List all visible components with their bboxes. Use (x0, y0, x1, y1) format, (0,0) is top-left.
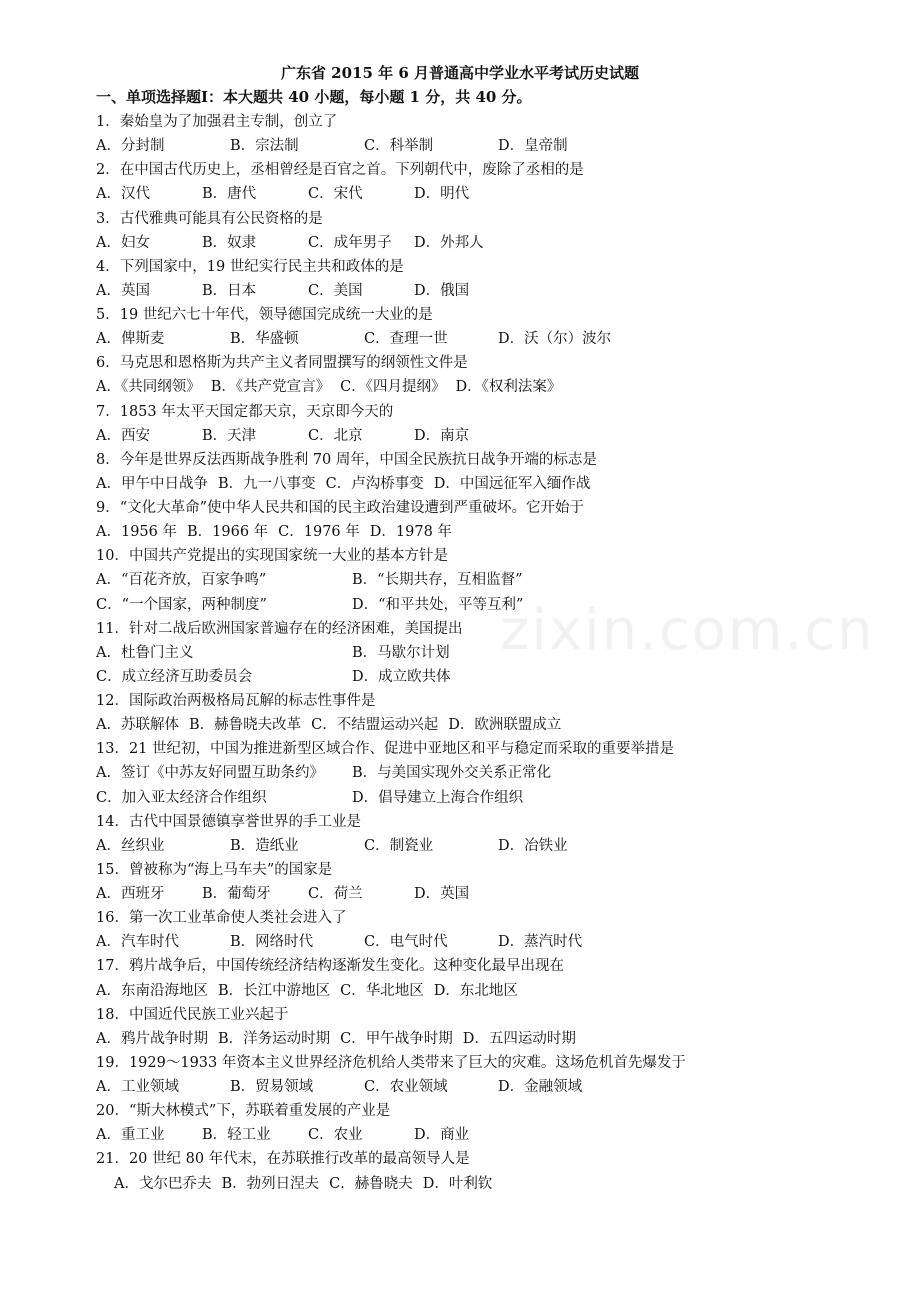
answer-option: D．成立欧共体 (352, 668, 451, 685)
exam-title: 广东省 2015 年 6 月普通高中学业水平考试历史试题 (280, 64, 640, 82)
question-stem: 15．曾被称为“海上马车夫”的国家是 (96, 861, 333, 878)
answer-option: A．“百花齐放，百家争鸣” (96, 572, 267, 589)
answer-option: D．蒸汽时代 (498, 934, 583, 951)
answer-option: D．英国 (414, 886, 470, 902)
answer-option: B．葡萄牙 (202, 886, 271, 902)
option-row (96, 882, 836, 906)
option-row (96, 279, 836, 303)
answer-option: D．外邦人 (414, 234, 484, 251)
answer-option: A．西班牙 (96, 886, 165, 902)
answer-option: A．1956 年 (96, 524, 177, 541)
answer-option: C．加入亚太经济合作组织 (96, 789, 267, 806)
answer-option: B．日本 (202, 282, 257, 299)
answer-option: A．汉代 (96, 186, 150, 203)
answer-option: D．金融领域 (498, 1079, 583, 1095)
option-row (96, 1172, 836, 1196)
answer-option: C．华北地区 (340, 982, 424, 999)
question-stem: 14．古代中国景德镇享誉世界的手工业是 (96, 813, 361, 830)
question-stem: 1．秦始皇为了加强君主专制，创立了 (96, 114, 338, 130)
answer-option: C．美国 (308, 282, 363, 299)
answer-option: D．中国远征军入缅作战 (433, 475, 591, 492)
answer-option: C．农业领域 (364, 1079, 448, 1095)
answer-option: C．查理一世 (364, 331, 448, 348)
answer-option: C．科举制 (364, 138, 434, 155)
answer-option: A．鸦片战争时期 (96, 1030, 208, 1047)
answer-option: C．荷兰 (308, 886, 363, 902)
option-row (96, 786, 836, 810)
question-stem: 4．下列国家中，19 世纪实行民主共和政体的是 (96, 258, 404, 275)
question-stem: 17．鸦片战争后，中国传统经济结构逐渐发生变化。这种变化最早出现在 (96, 958, 564, 975)
answer-option: A．杜鲁门主义 (96, 644, 194, 661)
answer-option: B．华盛顿 (230, 331, 299, 348)
answer-option: D．冶铁业 (498, 837, 568, 854)
section-heading: 一、单项选择题Ⅰ：本大题共 40 小题，每小题 1 分，共 40 分。 (96, 88, 532, 106)
question-stem: 21．20 世纪 80 年代末，在苏联推行改革的最高领导人是 (96, 1151, 470, 1168)
answer-option: A．分封制 (96, 138, 165, 155)
answer-option: C．“一个国家，两种制度” (96, 596, 267, 613)
answer-option: C．成立经济互助委员会 (96, 668, 253, 685)
answer-option: A．戈尔巴乔夫 (114, 1175, 212, 1192)
answer-option: C．电气时代 (364, 934, 448, 951)
answer-option: A．甲午中日战争 (96, 475, 208, 492)
answer-option: B．1966 年 (186, 524, 269, 541)
answer-option: D．1978 年 (369, 524, 452, 541)
question-stem: 8．今年是世界反法西斯战争胜利 70 周年，中国全民族抗日战争开端的标志是 (96, 451, 597, 468)
answer-option: C．北京 (308, 427, 363, 444)
answer-option: B．长江中游地区 (217, 982, 331, 999)
option-row (96, 1123, 836, 1147)
option-row (96, 761, 836, 785)
answer-option: B．天津 (202, 427, 257, 444)
option-row (96, 520, 836, 544)
option-row (96, 375, 836, 399)
answer-option: B．“长期共存，互相监督” (352, 572, 523, 589)
question-stem: 5．19 世纪六七十年代，领导德国完成统一大业的是 (96, 307, 433, 323)
answer-option: A．英国 (96, 282, 150, 299)
answer-option: A．汽车时代 (96, 934, 179, 951)
watermark-text: zixin.com.cn (500, 598, 875, 663)
answer-option: D．叶利钦 (422, 1175, 493, 1192)
answer-option: C．宋代 (308, 186, 363, 203)
answer-option: C．农业 (308, 1127, 363, 1144)
answer-option: A．重工业 (96, 1127, 165, 1144)
answer-option: B．宗法制 (230, 138, 299, 155)
question-stem: 18．中国近代民族工业兴起于 (96, 1006, 289, 1023)
question-stem: 3．古代雅典可能具有公民资格的是 (96, 210, 323, 227)
answer-option: A．妇女 (96, 234, 150, 251)
answer-option: A．工业领域 (96, 1079, 179, 1095)
answer-option: D．倡导建立上海合作组织 (352, 789, 524, 806)
option-row (96, 134, 836, 158)
question-stem: 19．1929～1933 年资本主义世界经济危机给人类带来了巨大的灾难。这场危机首先爆发于 (96, 1054, 686, 1071)
answer-option: B．唐代 (202, 186, 257, 203)
answer-option: A．东南沿海地区 (96, 982, 208, 999)
question-stem: 6．马克思和恩格斯为共产主义者同盟撰写的纲领性文件是 (96, 355, 468, 372)
option-row (96, 1075, 836, 1099)
answer-option: D．俄国 (414, 282, 470, 299)
answer-option: D．南京 (414, 427, 470, 444)
question-stem: 9．“文化大革命”使中华人民共和国的民主政治建设遭到严重破坏。它开始于 (96, 500, 585, 516)
question-stem: 11．针对二战后欧洲国家普遍存在的经济困难，美国提出 (96, 620, 463, 637)
answer-option: A．丝织业 (96, 837, 165, 854)
answer-option: A．签订《中苏友好同盟互助条约》 (96, 765, 324, 782)
question-stem: 2．在中国古代历史上，丞相曾经是百官之首。下列朝代中，废除了丞相的是 (96, 162, 584, 179)
answer-option: C．赫鲁晓夫 (329, 1175, 413, 1192)
question-stem: 12．国际政治两极格局瓦解的标志性事件是 (96, 693, 376, 709)
answer-option: A．《共同纲领》 (96, 379, 201, 396)
option-row (96, 327, 836, 351)
option-row (96, 930, 836, 954)
option-row (96, 182, 836, 206)
answer-option: D．“和平共处，平等互利” (352, 596, 524, 613)
answer-option: A．苏联解体 (96, 717, 179, 734)
answer-option: D．商业 (414, 1127, 470, 1144)
answer-option: B．造纸业 (230, 837, 299, 854)
answer-option: C．《四月提纲》 (340, 379, 446, 396)
answer-option: B．《共产党宣言》 (210, 379, 331, 396)
answer-option: B．九一八事变 (217, 475, 316, 492)
answer-option: C．制瓷业 (364, 837, 434, 854)
answer-option: B．贸易领域 (230, 1079, 314, 1095)
answer-option: D．明代 (414, 186, 470, 203)
option-row (96, 979, 836, 1003)
question-stem: 7．1853 年太平天国定都天京，天京即今天的 (96, 403, 394, 420)
answer-option: A．西安 (96, 427, 150, 444)
question-stem: 13．21 世纪初，中国为推进新型区域合作、促进中亚地区和平与稳定而采取的重要举措是 (96, 741, 675, 758)
answer-option: C．成年男子 (308, 234, 392, 251)
answer-option: C．卢沟桥事变 (325, 475, 424, 492)
option-row (96, 665, 836, 689)
answer-option: B．轻工业 (202, 1127, 271, 1144)
answer-option: B．奴隶 (202, 234, 257, 251)
option-row (96, 231, 836, 255)
answer-option: C．1976 年 (278, 524, 360, 541)
answer-option: B．马歇尔计划 (352, 644, 450, 661)
option-row (96, 834, 836, 858)
answer-option: C．甲午战争时期 (340, 1030, 453, 1047)
answer-option: D．五四运动时期 (462, 1030, 576, 1047)
answer-option: C．不结盟运动兴起 (311, 717, 439, 734)
answer-option: B．与美国实现外交关系正常化 (352, 765, 552, 782)
answer-option: D．《权利法案》 (455, 379, 562, 396)
answer-option: B．洋务运动时期 (217, 1030, 331, 1047)
option-row (96, 568, 836, 592)
question-stem: 10．中国共产党提出的实现国家统一大业的基本方针是 (96, 548, 448, 565)
answer-option: B．赫鲁晓夫改革 (188, 717, 302, 734)
option-row (96, 713, 836, 737)
option-row (96, 472, 836, 496)
answer-option: D．欧洲联盟成立 (448, 717, 562, 734)
answer-option: B．网络时代 (230, 934, 314, 951)
question-stem: 20．“斯大林模式”下，苏联着重发展的产业是 (96, 1103, 391, 1120)
answer-option: A．俾斯麦 (96, 331, 165, 348)
answer-option: D．沃（尔）波尔 (498, 331, 612, 348)
option-row (96, 424, 836, 448)
answer-option: B．勃列日涅夫 (221, 1175, 320, 1192)
option-row (96, 1027, 836, 1051)
answer-option: D．东北地区 (433, 982, 518, 999)
answer-option: D．皇帝制 (498, 138, 568, 155)
question-stem: 16．第一次工业革命使人类社会进入了 (96, 910, 347, 927)
